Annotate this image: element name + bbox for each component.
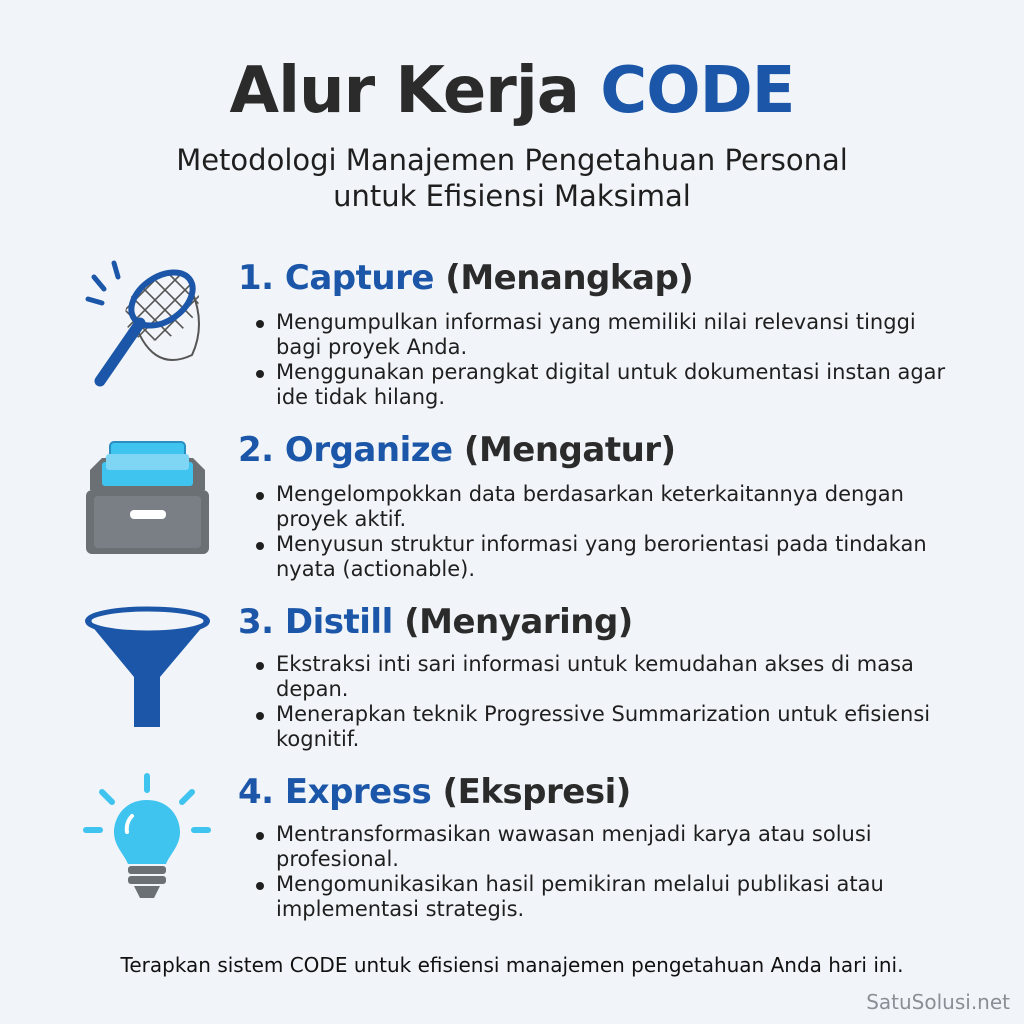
section-number-label: 3. Distill [238, 602, 393, 642]
list-item: Mengomunikasikan hasil pemikiran melalui publikasi atau implementasi strategis. [256, 872, 956, 922]
list-item: Menggunakan perangkat digital untuk dokumentasi instan agar ide tidak hilang. [256, 360, 956, 410]
bullet-list [256, 652, 956, 752]
section-heading [238, 258, 693, 298]
section-heading [238, 772, 631, 812]
section-number-label: 2. Organize [238, 430, 453, 470]
footer-text: Terapkan sistem CODE untuk efisiensi manajemen pengetahuan Anda hari ini. [120, 953, 904, 977]
title-main: Alur Kerja [229, 54, 601, 128]
section-heading [238, 430, 676, 470]
page-subtitle [0, 142, 1024, 214]
section-number-label: 4. Express [238, 772, 432, 812]
page-title [0, 56, 1024, 126]
title-accent: CODE [600, 54, 795, 128]
section-translation: (Menangkap) [433, 258, 694, 298]
bullet-list [256, 482, 956, 582]
subtitle-line-1: Metodologi Manajemen Pengetahuan Personal [176, 143, 848, 177]
list-item: Mentransformasikan wawasan menjadi karya atau solusi profesional. [256, 822, 956, 872]
funnel-icon [80, 605, 215, 740]
list-item: Mengelompokkan data berdasarkan keterkaitannya dengan proyek aktif. [256, 482, 956, 532]
bullet-list [256, 310, 956, 410]
section-translation: (Ekspresi) [431, 772, 631, 812]
net-icon [80, 255, 215, 390]
bullet-list [256, 822, 956, 922]
subtitle-line-2: untuk Efisiensi Maksimal [333, 179, 691, 213]
list-item: Menyusun struktur informasi yang berorientasi pada tindakan nyata (actionable). [256, 532, 956, 582]
section-translation: (Mengatur) [452, 430, 676, 470]
list-item: Menerapkan teknik Progressive Summarization untuk efisiensi kognitif. [256, 702, 956, 752]
list-item: Ekstraksi inti sari informasi untuk kemudahan akses di masa depan. [256, 652, 956, 702]
watermark: SatuSolusi.net [866, 990, 1010, 1014]
list-item: Mengumpulkan informasi yang memiliki nilai relevansi tinggi bagi proyek Anda. [256, 310, 956, 360]
lightbulb-icon [80, 772, 215, 907]
section-heading [238, 602, 633, 642]
file-drawer-icon [80, 430, 215, 565]
section-translation: (Menyaring) [392, 602, 633, 642]
section-number-label: 1. Capture [238, 258, 434, 298]
